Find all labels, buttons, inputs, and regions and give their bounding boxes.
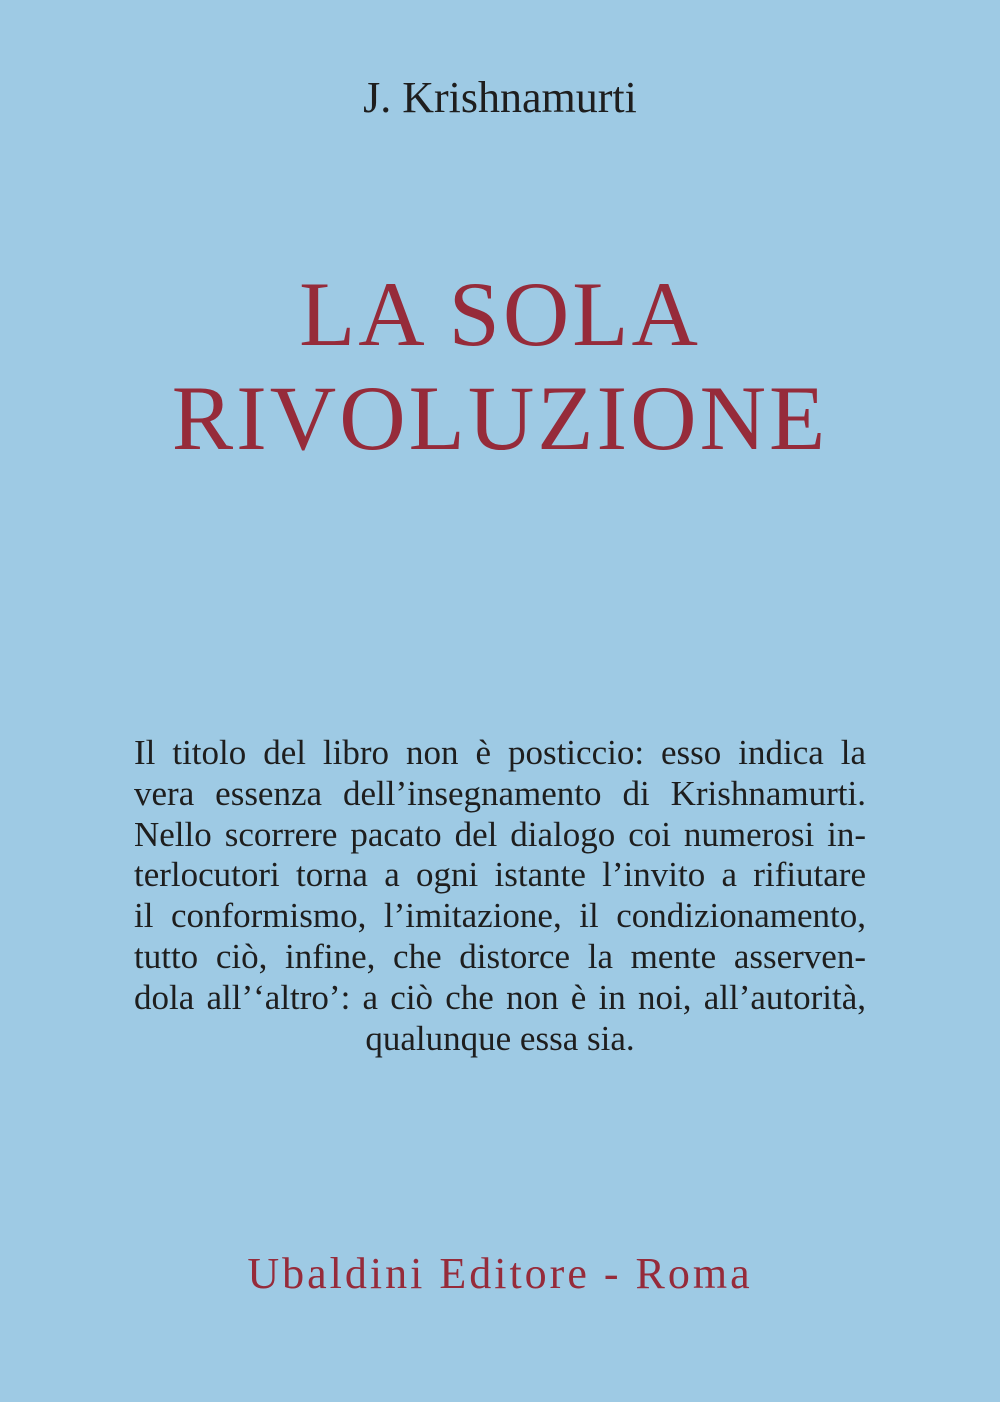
blurb-line: Nello scorrere pacato del dialogo coi numerosi in-: [134, 814, 866, 854]
publisher-imprint: Ubaldini Editore - Roma: [247, 1249, 753, 1298]
cover-blurb: [134, 733, 866, 1059]
blurb-line: dola all’‘altro’: a ciò che non è in noi, all’autorità,: [134, 977, 866, 1017]
title-line-1: LA SOLA: [299, 263, 701, 365]
blurb-line: vera essenza dell’insegnamento di Krishnamurti.: [134, 773, 866, 813]
blurb-line: il conformismo, l’imitazione, il condizionamento,: [134, 896, 866, 936]
blurb-line: terlocutori torna a ogni istante l’invito a rifiutare: [134, 855, 866, 895]
title-line-2: RIVOLUZIONE: [171, 367, 829, 469]
author-name: J. Krishnamurti: [363, 73, 637, 122]
book-title: [0, 262, 1000, 470]
blurb-line: tutto ciò, infine, che distorce la mente asserven-: [134, 936, 866, 976]
blurb-line: Il titolo del libro non è posticcio: esso indica la: [134, 733, 866, 772]
blurb-line: qualunque essa sia.: [365, 1018, 635, 1058]
